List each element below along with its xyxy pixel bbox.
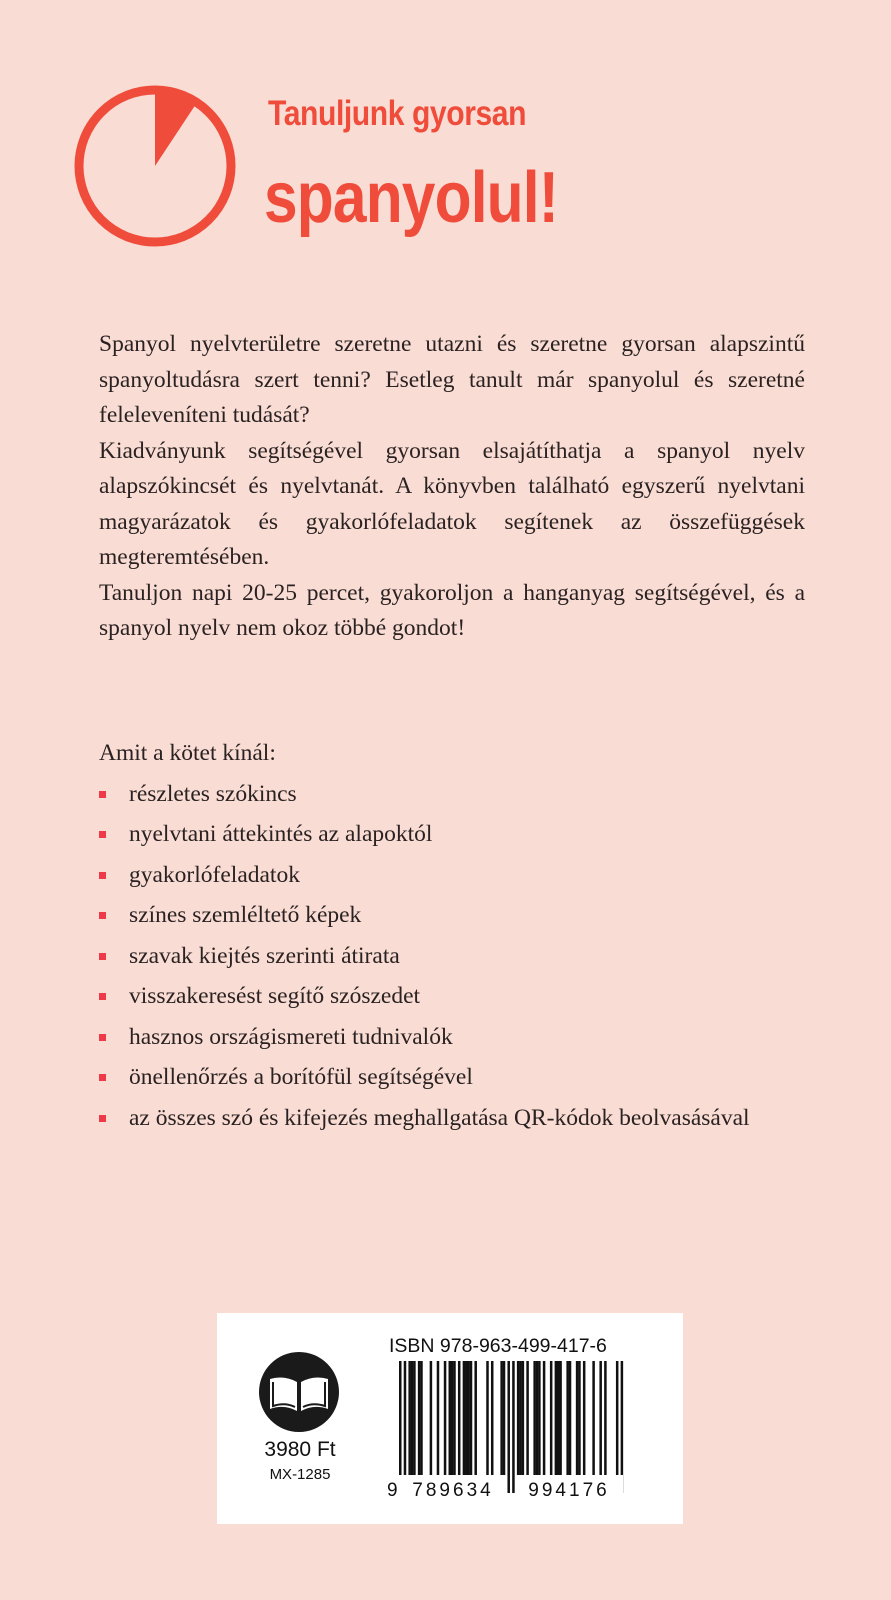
barcode-bar [569,1361,572,1477]
intro-text [99,327,805,647]
barcode-bar [420,1361,423,1477]
barcode-bar [491,1361,494,1477]
barcode-bar [418,1361,421,1477]
bullet-square-icon [99,953,106,960]
ean-first-digit: 9 [387,1480,398,1501]
list-item-text: szavak kiejtés szerinti átirata [129,942,400,969]
stopwatch-icon [72,83,238,249]
barcode-bar [550,1361,553,1477]
barcode-bar [538,1361,541,1477]
barcode-bar [449,1361,452,1477]
barcode-bar [604,1361,607,1477]
bullet-square-icon [99,1034,106,1041]
product-code: MX-1285 [269,1466,331,1483]
list-item [99,814,805,855]
isbn-label: ISBN 978-963-499-417-6 [389,1335,607,1357]
intro-paragraph-1: Spanyol nyelvterületre szeretne utazni és szeretne gyorsan alapszintű spanyoltudásra szert tenni? Esetleg tanult már spanyolul és szeretné feleleveníteni tudását? [99,331,805,428]
barcode-bar [578,1361,581,1477]
bullet-square-icon [99,791,106,798]
bullet-square-icon [99,993,106,1000]
barcode-bar [555,1361,558,1477]
list-item-text: önellenőrzés a borítófül segítségével [129,1064,473,1090]
barcode-bar [486,1361,489,1477]
bullet-square-icon [99,1074,106,1081]
barcode-bar [576,1361,579,1477]
list-item [99,1098,759,1139]
barcode-bar [453,1361,456,1477]
barcode-bar [592,1361,595,1477]
list-item-text: nyelvtani áttekintés az alapoktól [129,821,433,847]
barcode-bar [474,1361,477,1477]
barcode-bar [458,1361,461,1477]
list-item [99,936,805,977]
barcode-bar [543,1361,546,1477]
barcode-bar [503,1361,506,1477]
bullet-square-icon [99,912,106,919]
barcode-bar [559,1361,562,1477]
title-line-2: spanyolul! [264,158,559,238]
barcode-bar [470,1361,473,1477]
barcode-bar [467,1361,470,1477]
list-item-text: visszakeresést segítő szószedet [129,983,421,1009]
barcode-bar [413,1361,416,1477]
barcode-bar [526,1361,529,1477]
barcode-bar [512,1361,515,1493]
barcode-bar [465,1361,468,1477]
feature-list [99,774,805,1139]
ean-left-group: 789634 [412,1480,494,1501]
price-label: 3980 Ft [264,1438,336,1461]
barcode-bar [616,1361,619,1493]
ean-digits [387,1475,639,1501]
features-section [99,733,805,1138]
list-item-text: gyakorlófeladatok [129,861,300,888]
bullet-square-icon [99,872,106,879]
barcode-bar [522,1361,525,1477]
open-book-icon [258,1351,340,1433]
barcode-bar [599,1361,602,1477]
features-heading: Amit a kötet kínál: [99,740,276,766]
barcode-bar [500,1361,503,1477]
barcode-bar [566,1361,569,1477]
intro-paragraph-2: Kiadványunk segítségével gyorsan elsajátíthatja a spanyol nyelv alapszókincsét és nyelvtanát. A könyvben található egyszerű nyelvtani magyarázatok és gyakorlófeladatok segítenek az összefüggések megteremtésében. [99,437,805,570]
barcode-bar [411,1361,414,1477]
barcode-bar [533,1361,536,1477]
barcode-bar [517,1361,520,1477]
list-item-text: részletes szókincs [129,780,297,807]
barcode-bar [583,1361,586,1477]
barcode-bar [451,1361,454,1477]
list-item-text: színes szemléltető képek [129,902,362,928]
barcode-bar [536,1361,539,1477]
barcode-bar [430,1361,433,1477]
barcode-bar [404,1361,407,1493]
title-line-1: Tanuljunk gyorsan [268,94,527,133]
barcode-bar [444,1361,447,1477]
list-item [99,855,805,896]
intro-paragraph-3: Tanuljon napi 20-25 percet, gyakoroljon a hanganyag segítségével, és a spanyol nyelv nem okoz többé gondot! [99,579,805,641]
barcode-bar [408,1361,411,1477]
barcode-image [387,1361,639,1493]
bullet-square-icon [99,831,106,838]
barcode-bar [557,1361,560,1477]
barcode-panel [217,1313,683,1524]
list-item-text: hasznos országismereti tudnivalók [129,1023,453,1050]
bullet-square-icon [99,1115,106,1122]
list-item [99,1057,805,1098]
ean-right-group: 994176 [528,1480,610,1501]
list-item [99,1017,805,1058]
barcode-bar [437,1361,440,1477]
list-item [99,895,805,936]
list-item-text: az összes szó és kifejezés meghallgatása QR-kódok beolvasásával [129,1104,750,1131]
barcode-bar [399,1361,402,1493]
list-item [99,774,805,815]
barcode-bar [463,1361,466,1477]
barcode-bar [519,1361,522,1477]
list-item [99,976,805,1017]
barcode-bar [507,1361,510,1493]
barcode-bar [621,1361,624,1493]
